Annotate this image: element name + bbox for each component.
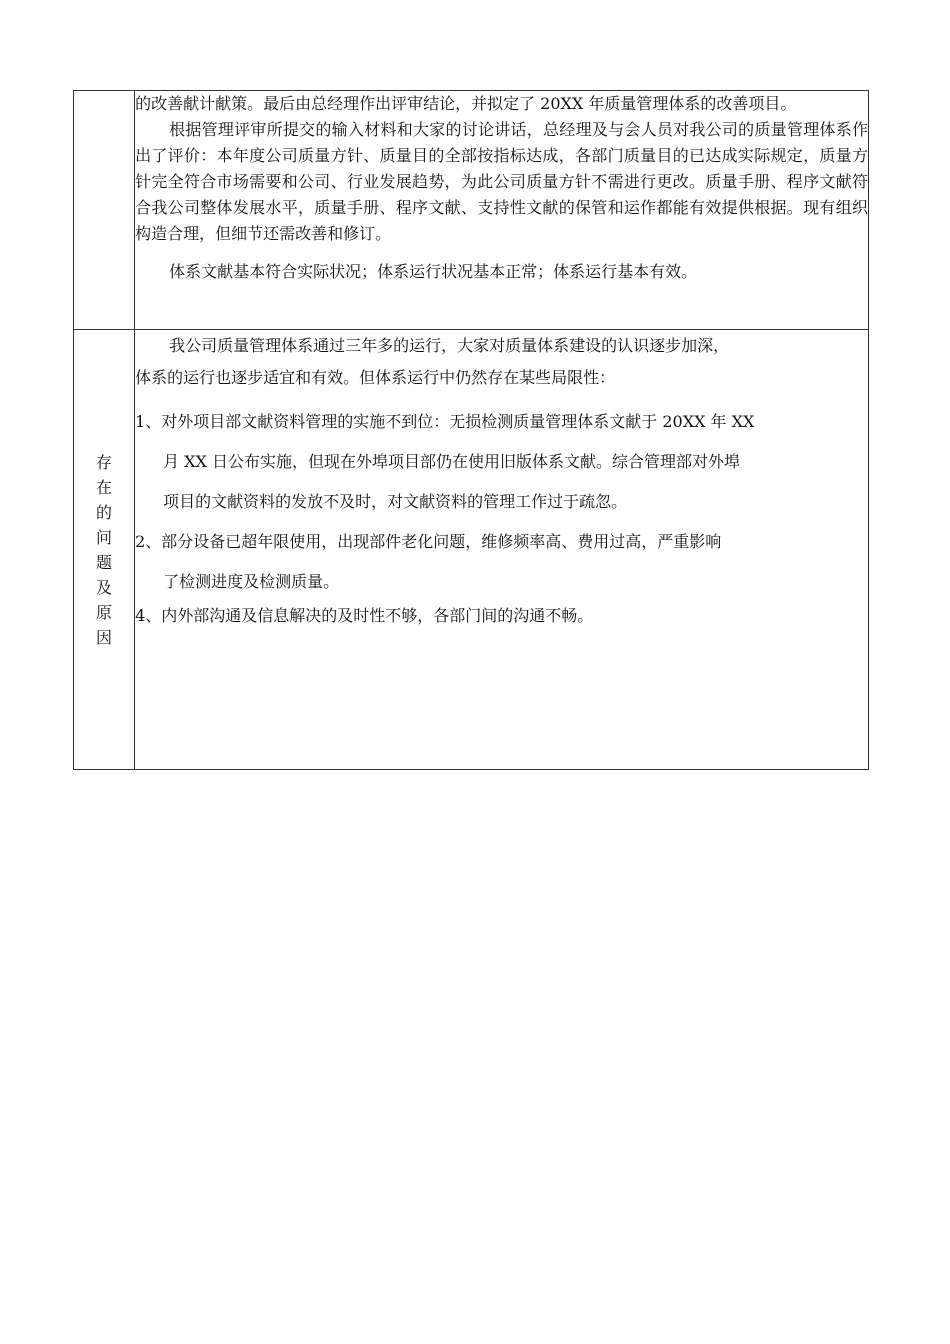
review-conclusion-row (74, 91, 869, 330)
problems-label-cell (74, 330, 135, 770)
conclusion-paragraph-3: 体系文献基本符合实际状况；体系运行状况基本正常；体系运行基本有效。 (169, 262, 698, 281)
problems-row (74, 330, 869, 770)
problems-intro-continued: 体系的运行也逐步适宜和有效。但体系运行中仍然存在某些局限性： (135, 368, 616, 387)
review-table (73, 90, 869, 770)
problem-item-1-line-1: 1、对外项目部文献资料管理的实施不到位：无损检测质量管理体系文献于 20XX 年 XX (135, 412, 755, 431)
problem-item-4: 4、内外部沟通及信息解决的及时性不够，各部门间的沟通不畅。 (135, 606, 594, 625)
problems-label: 存在的问题及原因 (96, 452, 113, 647)
problem-item-1 (135, 402, 868, 522)
problem-item-2 (135, 522, 868, 602)
empty-label-cell (74, 91, 135, 330)
problems-content-cell (135, 330, 869, 770)
conclusion-paragraph-2: 根据管理评审所提交的输入材料和大家的讨论讲话，总经理及与会人员对我公司的质量管理体系作出了评价：本年度公司质量方针、质量目的全部按指标达成，各部门质量目的已达成实际规定，质量方针完全符合市场需要和公司、行业发展趋势，为此公司质量方针不需进行更改。质量手册、程序文献符合我公司整体发展水平，质量手册、程序文献、支持性文献的保管和运作都能有效提供根据。现有组织构造合理，但细节还需改善和修订。 (135, 120, 868, 243)
problem-item-1-line-2: 月 XX 日公布实施，但现在外埠项目部仍在使用旧版体系文献。综合管理部对外埠 (163, 452, 741, 471)
problems-intro: 我公司质量管理体系通过三年多的运行，大家对质量体系建设的认识逐步加深， (169, 336, 730, 355)
problem-item-2-line-1: 2、部分设备已超年限使用，出现部件老化问题，维修频率高、费用过高，严重影响 (135, 532, 722, 551)
problem-item-2-line-2: 了检测进度及检测质量。 (163, 572, 340, 591)
review-conclusion-cell (135, 91, 869, 330)
conclusion-paragraph-1: 的改善献计献策。最后由总经理作出评审结论，并拟定了 20XX 年质量管理体系的改善项目。 (135, 94, 797, 113)
problem-item-1-line-3: 项目的文献资料的发放不及时，对文献资料的管理工作过于疏忽。 (163, 492, 628, 511)
